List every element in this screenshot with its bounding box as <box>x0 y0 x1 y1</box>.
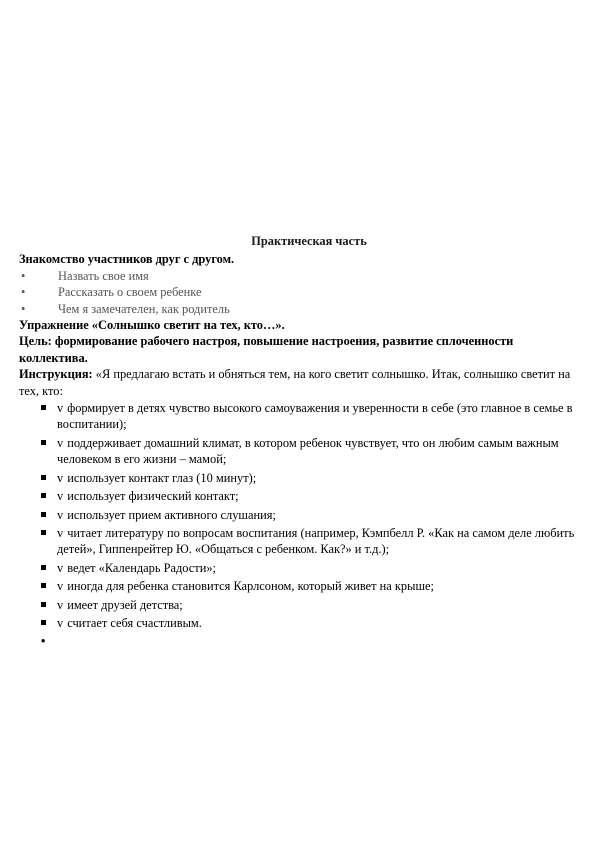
item-text: считает себя счастливым. <box>67 615 202 630</box>
goal-text: формирование рабочего настроя, повышение настроения, развитие сплоченности коллектива. <box>19 334 514 365</box>
item-text: использует контакт глаз (10 минут); <box>67 470 257 485</box>
item-text: иногда для ребенка становится Карлсоном, который живет на крыше; <box>67 579 434 594</box>
list-item <box>19 615 579 631</box>
list-item <box>19 578 579 594</box>
item-prefix: v <box>57 525 64 540</box>
list-item <box>19 507 579 523</box>
square-bullet-icon <box>41 602 46 607</box>
item-prefix: v <box>57 597 64 612</box>
item-prefix: v <box>57 401 64 416</box>
item-text: читает литературу по вопросам воспитания (например, Кэмпбелл Р. «Как на самом деле любить детей», Гиппенрейтер Ю. «Общаться с ребенком. Как?» и т.д.); <box>57 525 575 557</box>
item-prefix: v <box>57 489 64 504</box>
square-bullet-icon <box>41 583 46 588</box>
document-content <box>19 233 579 649</box>
item-text: использует физический контакт; <box>67 489 239 504</box>
intro-item-text: Назвать свое имя <box>58 268 149 283</box>
list-item <box>19 435 579 468</box>
square-bullet-icon <box>41 512 46 517</box>
item-prefix: v <box>57 435 64 450</box>
section-heading: Знакомство участников друг с другом. <box>19 252 235 267</box>
square-bullet-icon <box>41 565 46 570</box>
intro-item-text: Рассказать о своем ребенке <box>58 285 202 300</box>
goal-paragraph <box>19 333 579 366</box>
exercise-heading: Упражнение «Солнышко светит на тех, кто…». <box>19 318 285 333</box>
bullet-icon: • <box>21 301 26 316</box>
instruction-text: «Я предлагаю встать и обняться тем, на кого светит солнышко. Итак, солнышко светит на тех, кто: <box>19 367 571 398</box>
item-text: имеет друзей детства; <box>67 597 183 612</box>
instruction-label: Инструкция: <box>19 367 93 382</box>
bullet-icon: • <box>41 634 46 649</box>
item-text: формирует в детях чувство высокого самоуважения и уверенности в себе (это главное в семье в воспитании); <box>57 401 573 432</box>
instruction-paragraph <box>19 366 579 399</box>
page-title: Практическая часть <box>251 234 367 248</box>
square-bullet-icon <box>41 475 46 480</box>
item-prefix: v <box>57 560 64 575</box>
goal-label: Цель: <box>19 334 52 349</box>
list-item <box>19 301 579 317</box>
list-item <box>19 525 579 558</box>
item-prefix: v <box>57 470 64 485</box>
bullet-icon: • <box>21 285 26 300</box>
criteria-list <box>19 400 579 631</box>
list-item <box>19 560 579 576</box>
item-text: ведет «Календарь Радости»; <box>67 560 216 575</box>
list-item <box>19 597 579 613</box>
item-prefix: v <box>57 507 64 522</box>
square-bullet-icon <box>41 620 46 625</box>
intro-item-text: Чем я замечателен, как родитель <box>58 301 230 316</box>
empty-list-item <box>19 633 579 649</box>
bullet-icon: • <box>21 268 26 283</box>
square-bullet-icon <box>41 530 46 535</box>
square-bullet-icon <box>41 405 46 410</box>
item-prefix: v <box>57 615 64 630</box>
list-item <box>19 284 579 300</box>
list-item <box>19 400 579 433</box>
intro-list <box>19 268 579 317</box>
list-item <box>19 488 579 504</box>
square-bullet-icon <box>41 440 46 445</box>
list-item <box>19 470 579 486</box>
square-bullet-icon <box>41 493 46 498</box>
item-prefix: v <box>57 579 64 594</box>
item-text: использует прием активного слушания; <box>67 507 276 522</box>
item-text: поддерживает домашний климат, в котором ребенок чувствует, что он любим самым важным человеком в его жизни – мамой; <box>57 435 559 467</box>
list-item <box>19 268 579 284</box>
